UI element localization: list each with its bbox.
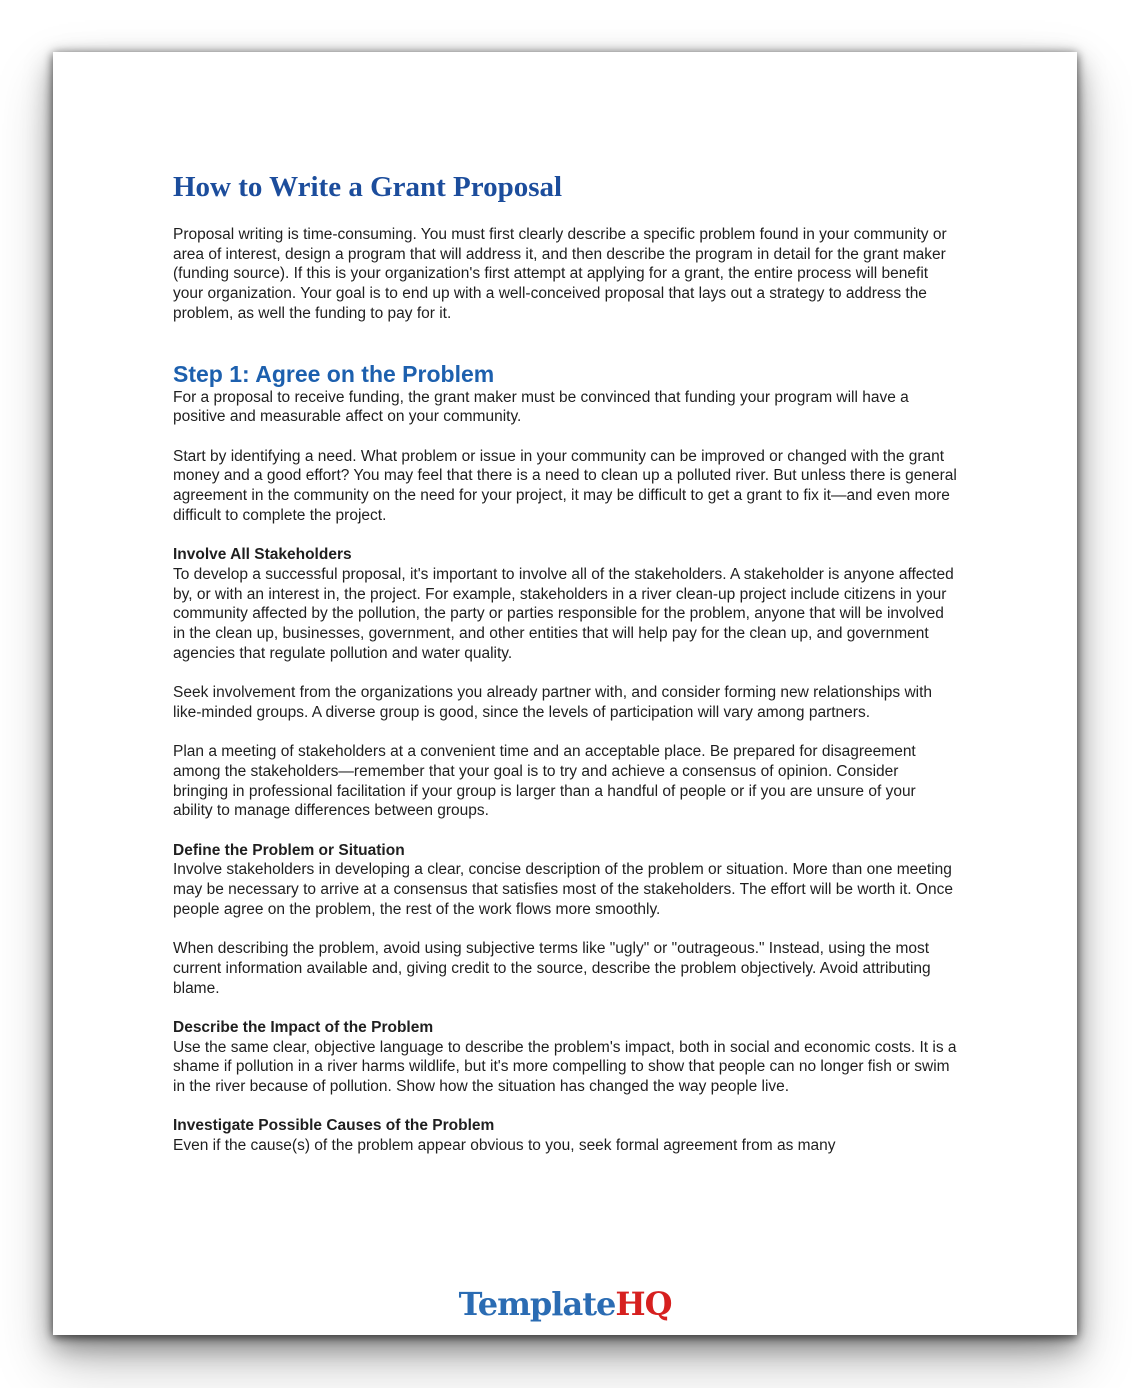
subsection-heading-involve-all-stakeholders: Involve All Stakeholders bbox=[173, 546, 352, 564]
body-paragraph: To develop a successful proposal, it's important to involve all of the stakeholders. A stakeholder is anyone affected by, or with an interest in, the project. For example, stakeholders in a river clean-up project include citizens in your community affected by the pollution, the party or parties responsible for the problem, anyone that will be involved in the clean up, businesses, government, and other entities that will help pay for the clean up, and government agencies that regulate pollution and water quality. bbox=[173, 565, 954, 662]
step1-body-paragraph: Start by identifying a need. What problem or issue in your community can be improved or changed with the grant money and a good effort? You may feel that there is a need to clean up a polluted river. But unless there is general agreement in the community on the need for your project, it may be difficult to get a grant to fix it—and even more difficult to complete the project. bbox=[173, 447, 957, 524]
body-paragraph: When describing the problem, avoid using subjective terms like "ugly" or "outrageous." Instead, using the most current information available and, giving credit to the source, describe the problem objectively. Avoid attributing blame. bbox=[173, 940, 931, 997]
templatehq-logo-accent-text: HQ bbox=[615, 1285, 672, 1323]
step1-lead-paragraph: For a proposal to receive funding, the grant maker must be convinced that funding your program will have a positive and measurable affect on your community. bbox=[173, 388, 909, 426]
step1-heading: Step 1: Agree on the Problem bbox=[173, 360, 495, 387]
document-page bbox=[53, 52, 1077, 1335]
intro-paragraph: Proposal writing is time-consuming. You must first clearly describe a specific problem found in your community or area of interest, design a program that will address it, and then describe the program in detail for the grant maker (funding source). If this is your organization's first attempt at applying for a grant, the entire process will benefit your organization. Your goal is to end up with a well-conceived proposal that lays out a strategy to address the problem, as well the funding to pay for it. bbox=[173, 226, 947, 322]
body-paragraph: Even if the cause(s) of the problem appear obvious to you, seek formal agreement from as many bbox=[173, 1137, 836, 1155]
body-paragraph: Use the same clear, objective language to describe the problem's impact, both in social and economic costs. It is a shame if pollution in a river harms wildlife, but it's more compelling to show that people can no longer fish or swim in the river because of pollution. Show how the situation has changed the way people live. bbox=[173, 1038, 957, 1096]
templatehq-logo-primary-text: Template bbox=[458, 1285, 616, 1323]
subsection-heading-describe-the-impact: Describe the Impact of the Problem bbox=[173, 1018, 434, 1036]
subsection-heading-define-the-problem: Define the Problem or Situation bbox=[173, 841, 405, 859]
body-paragraph: Seek involvement from the organizations you already partner with, and consider forming new relationships with like-minded groups. A diverse group is good, since the levels of participation will vary among partners. bbox=[173, 684, 933, 721]
subsection-heading-investigate-causes: Investigate Possible Causes of the Problem bbox=[173, 1117, 495, 1135]
body-paragraph: Plan a meeting of stakeholders at a convenient time and an acceptable place. Be prepared for disagreement among the stakeholders—remember that your goal is to try and achieve a consensus of opinion. Consider bringing in professional facilitation if your group is larger than a handful of people or if you are unsure of your ability to manage differences between groups. bbox=[173, 743, 916, 820]
templatehq-logo bbox=[53, 1285, 1077, 1323]
page-title: How to Write a Grant Proposal bbox=[173, 171, 563, 203]
body-paragraph: Involve stakeholders in developing a clear, concise description of the problem or situation. More than one meeting may be necessary to arrive at a consensus that satisfies most of the stakeholders. The effort will be worth it. Once people agree on the problem, the rest of the work flows more smoothly. bbox=[173, 861, 953, 918]
